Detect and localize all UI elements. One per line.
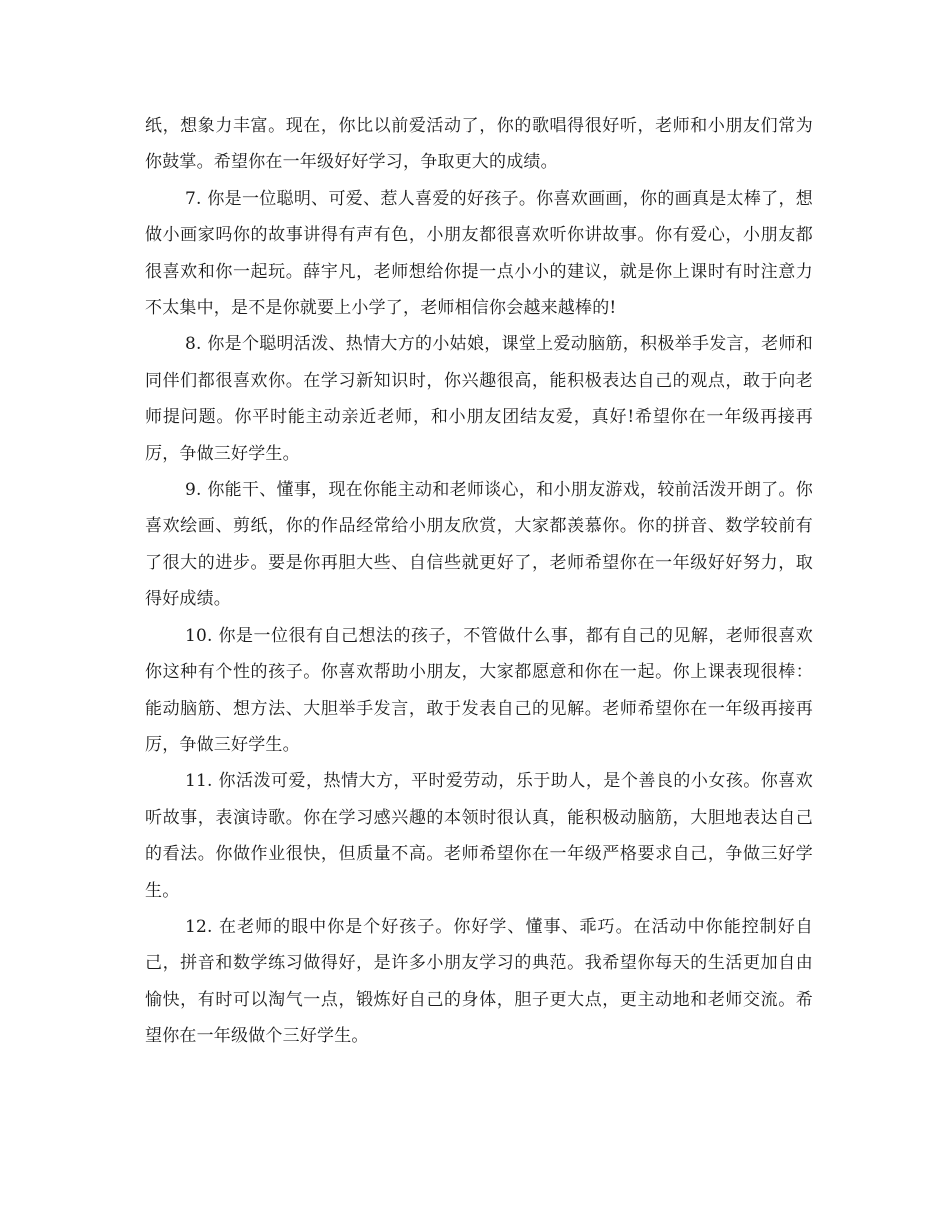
paragraph-comment-11: 11. 你活泼可爱，热情大方，平时爱劳动，乐于助人，是个善良的小女孩。你喜欢听故事，表演诗歌。你在学习感兴趣的本领时很认真，能积极动脑筋，大胆地表达自己的看法。你做作业很快，但质量不高。老师希望你在一年级严格要求自己，争做三好学生。 xyxy=(145,771,813,901)
paragraph-comment-12: 12. 在老师的眼中你是个好孩子。你好学、懂事、乖巧。在活动中你能控制好自己，拼音和数学练习做得好，是许多小朋友学习的典范。我希望你每天的生活更加自由愉快，有时可以淘气一点，锻炼好自己的身体，胆子更大点，更主动地和老师交流。希望你在一年级做个三好学生。 xyxy=(145,916,813,1047)
paragraph-comment-9: 9. 你能干、懂事，现在你能主动和老师谈心，和小朋友游戏，较前活泼开朗了。你喜欢绘画、剪纸，你的作品经常给小朋友欣赏，大家都羡慕你。你的拼音、数学较前有了很大的进步。要是你再胆大些、自信些就更好了，老师希望你在一年级好好努力，取得好成绩。 xyxy=(145,480,813,610)
paragraph-comment-10: 10. 你是一位很有自己想法的孩子，不管做什么事，都有自己的见解，老师很喜欢你这种有个性的孩子。你喜欢帮助小朋友，大家都愿意和你在一起。你上课表现很棒：能动脑筋、想方法、大胆举手发言，敢于发表自己的见解。老师希望你在一年级再接再厉，争做三好学生。 xyxy=(145,625,813,755)
paragraph-comment-7: 7. 你是一位聪明、可爱、惹人喜爱的好孩子。你喜欢画画，你的画真是太棒了，想做小画家吗你的故事讲得有声有色，小朋友都很喜欢听你讲故事。你有爱心，小朋友都很喜欢和你一起玩。薛宇凡，老师想给你提一点小小的建议，就是你上课时有时注意力不太集中，是不是你就要上小学了，老师相信你会越来越棒的! xyxy=(145,188,813,319)
document-page xyxy=(145,108,813,1055)
paragraph-comment-8: 8. 你是个聪明活泼、热情大方的小姑娘，课堂上爱动脑筋，积极举手发言，老师和同伴们都很喜欢你。在学习新知识时，你兴趣很高，能积极表达自己的观点，敢于向老师提问题。你平时能主动亲近老师，和小朋友团结友爱，真好!希望你在一年级再接再厉，争做三好学生。 xyxy=(145,334,813,464)
paragraph-continuation: 纸，想象力丰富。现在，你比以前爱活动了，你的歌唱得很好听，老师和小朋友们常为你鼓掌。希望你在一年级好好学习，争取更大的成绩。 xyxy=(145,116,813,173)
